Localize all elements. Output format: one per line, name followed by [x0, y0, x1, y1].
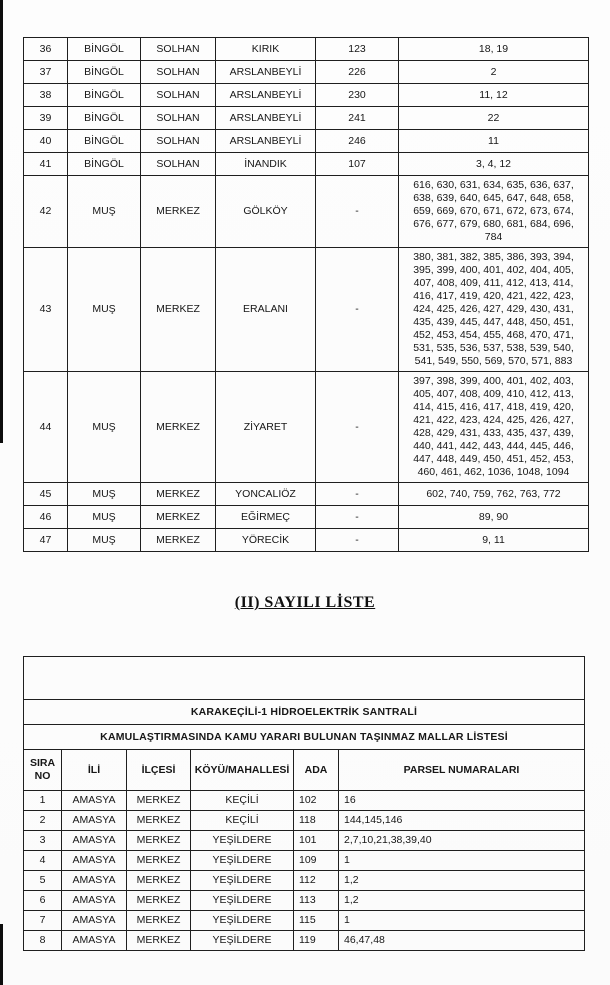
cell-ada: 226 — [316, 61, 399, 84]
cell-ada: 101 — [294, 831, 339, 851]
table-row — [24, 506, 589, 529]
cell-ada: 102 — [294, 791, 339, 811]
cell-parsel: 1 — [339, 911, 585, 931]
cell-parsel: 9, 11 — [399, 529, 589, 552]
section-heading: (II) SAYILI LİSTE — [234, 594, 376, 611]
cell-ilce: SOLHAN — [141, 107, 216, 130]
cell-koy: ARSLANBEYLİ — [216, 84, 316, 107]
cell-il: MUŞ — [68, 248, 141, 372]
cell-il: MUŞ — [68, 483, 141, 506]
cell-koy: YEŞİLDERE — [191, 871, 294, 891]
table-row — [24, 871, 585, 891]
header-ili: İLİ — [62, 750, 127, 791]
cell-ada: - — [316, 506, 399, 529]
cell-koy: İNANDIK — [216, 153, 316, 176]
table-row — [24, 84, 589, 107]
cell-no: 38 — [24, 84, 68, 107]
cell-il: BİNGÖL — [68, 107, 141, 130]
table2-header-row — [24, 750, 585, 791]
table-row — [24, 529, 589, 552]
cell-koy: YONCALIÖZ — [216, 483, 316, 506]
cell-no: 46 — [24, 506, 68, 529]
cell-no: 36 — [24, 38, 68, 61]
cell-koy: KEÇİLİ — [191, 791, 294, 811]
cell-no: 43 — [24, 248, 68, 372]
cell-koy: YEŞİLDERE — [191, 831, 294, 851]
cell-ada: 115 — [294, 911, 339, 931]
cell-no: 8 — [24, 931, 62, 951]
cell-koy: YÖRECİK — [216, 529, 316, 552]
table2-body — [24, 657, 585, 951]
cell-no: 37 — [24, 61, 68, 84]
cell-il: BİNGÖL — [68, 153, 141, 176]
header-sira-no: SIRA NO — [24, 750, 62, 791]
cell-il: BİNGÖL — [68, 130, 141, 153]
scan-edge-artifact-top — [0, 0, 3, 443]
cell-koy: KEÇİLİ — [191, 811, 294, 831]
empty-header-cell — [24, 657, 585, 700]
table-row — [24, 831, 585, 851]
table2-empty-row — [24, 657, 585, 700]
table-row — [24, 248, 589, 372]
table-row — [24, 372, 589, 483]
cell-ilce: SOLHAN — [141, 38, 216, 61]
cell-ada: - — [316, 372, 399, 483]
header-ilcesi: İLÇESİ — [127, 750, 191, 791]
expropriation-table-bingol-mus — [23, 37, 589, 552]
cell-koy: YEŞİLDERE — [191, 911, 294, 931]
cell-ada: 109 — [294, 851, 339, 871]
cell-ada: 107 — [316, 153, 399, 176]
cell-parsel: 144,145,146 — [339, 811, 585, 831]
cell-ilce: MERKEZ — [141, 483, 216, 506]
cell-parsel: 602, 740, 759, 762, 763, 772 — [399, 483, 589, 506]
cell-ilce: MERKEZ — [127, 831, 191, 851]
cell-ada: - — [316, 483, 399, 506]
cell-il: AMASYA — [62, 891, 127, 911]
cell-koy: YEŞİLDERE — [191, 851, 294, 871]
cell-ilce: SOLHAN — [141, 84, 216, 107]
cell-parsel: 616, 630, 631, 634, 635, 636, 637, 638, 639, 640, 645, 647, 648, 658, 659, 669, 670, 671, 672, 673, 674, 676, 677, 679, 680, 681, 684, 696, 784 — [399, 176, 589, 248]
cell-il: MUŞ — [68, 176, 141, 248]
table-row — [24, 153, 589, 176]
cell-koy: ZİYARET — [216, 372, 316, 483]
cell-parsel: 3, 4, 12 — [399, 153, 589, 176]
cell-il: BİNGÖL — [68, 61, 141, 84]
cell-il: BİNGÖL — [68, 84, 141, 107]
cell-ilce: MERKEZ — [141, 529, 216, 552]
cell-ada: 112 — [294, 871, 339, 891]
cell-no: 4 — [24, 851, 62, 871]
cell-ilce: SOLHAN — [141, 130, 216, 153]
cell-ada: 246 — [316, 130, 399, 153]
cell-no: 5 — [24, 871, 62, 891]
table-row — [24, 107, 589, 130]
table-row — [24, 811, 585, 831]
cell-ilce: MERKEZ — [127, 811, 191, 831]
cell-no: 7 — [24, 911, 62, 931]
cell-ilce: MERKEZ — [127, 871, 191, 891]
cell-koy: KIRIK — [216, 38, 316, 61]
cell-parsel: 16 — [339, 791, 585, 811]
cell-ilce: MERKEZ — [141, 506, 216, 529]
cell-il: AMASYA — [62, 811, 127, 831]
table-row — [24, 891, 585, 911]
table2-title-line2: KAMULAŞTIRMASINDA KAMU YARARI BULUNAN TAŞINMAZ MALLAR LİSTESİ — [24, 725, 585, 750]
table-row — [24, 483, 589, 506]
cell-ilce: SOLHAN — [141, 61, 216, 84]
cell-koy: ARSLANBEYLİ — [216, 61, 316, 84]
cell-no: 2 — [24, 811, 62, 831]
cell-koy: ARSLANBEYLİ — [216, 130, 316, 153]
header-parsel-numaralari: PARSEL NUMARALARI — [339, 750, 585, 791]
cell-il: AMASYA — [62, 791, 127, 811]
table2-title-row-1 — [24, 700, 585, 725]
cell-il: MUŞ — [68, 529, 141, 552]
cell-no: 6 — [24, 891, 62, 911]
table-row — [24, 176, 589, 248]
cell-parsel: 2 — [399, 61, 589, 84]
table-row — [24, 851, 585, 871]
cell-ilce: MERKEZ — [127, 931, 191, 951]
cell-ada: 113 — [294, 891, 339, 911]
cell-il: AMASYA — [62, 931, 127, 951]
cell-koy: YEŞİLDERE — [191, 931, 294, 951]
cell-parsel: 89, 90 — [399, 506, 589, 529]
header-koyu-mahallesi: KÖYÜ/MAHALLESİ — [191, 750, 294, 791]
cell-parsel: 22 — [399, 107, 589, 130]
karakecili-expropriation-table — [23, 656, 585, 951]
cell-il: MUŞ — [68, 506, 141, 529]
cell-il: MUŞ — [68, 372, 141, 483]
cell-no: 41 — [24, 153, 68, 176]
cell-koy: ARSLANBEYLİ — [216, 107, 316, 130]
table-row — [24, 931, 585, 951]
cell-parsel: 46,47,48 — [339, 931, 585, 951]
cell-no: 45 — [24, 483, 68, 506]
cell-ada: - — [316, 529, 399, 552]
cell-ilce: MERKEZ — [141, 248, 216, 372]
cell-koy: GÖLKÖY — [216, 176, 316, 248]
header-ada: ADA — [294, 750, 339, 791]
cell-ilce: MERKEZ — [127, 891, 191, 911]
cell-ilce: MERKEZ — [141, 176, 216, 248]
cell-no: 39 — [24, 107, 68, 130]
cell-parsel: 11 — [399, 130, 589, 153]
table-row — [24, 61, 589, 84]
table2-title-line1: KARAKEÇİLİ-1 HİDROELEKTRİK SANTRALİ — [24, 700, 585, 725]
cell-no: 44 — [24, 372, 68, 483]
cell-ada: 123 — [316, 38, 399, 61]
table-row — [24, 911, 585, 931]
cell-ada: - — [316, 248, 399, 372]
cell-ilce: SOLHAN — [141, 153, 216, 176]
cell-ada: 230 — [316, 84, 399, 107]
cell-il: AMASYA — [62, 871, 127, 891]
table-row — [24, 130, 589, 153]
cell-parsel: 380, 381, 382, 385, 386, 393, 394, 395, 399, 400, 401, 402, 404, 405, 407, 408, 409, 411, 412, 413, 414, 416, 417, 419, 420, 421, 422, 423, 424, 425, 426, 427, 429, 430, 431, 435, 439, 445, 447, 448, 450, 451, 452, 453, 454, 455, 468, 470, 471, 531, 535, 536, 537, 538, 539, 540, 541, 549, 550, 569, 570, 571, 883 — [399, 248, 589, 372]
cell-il: AMASYA — [62, 851, 127, 871]
table-row — [24, 38, 589, 61]
cell-koy: YEŞİLDERE — [191, 891, 294, 911]
scan-edge-artifact-bottom — [0, 924, 3, 985]
cell-il: BİNGÖL — [68, 38, 141, 61]
cell-ada: - — [316, 176, 399, 248]
cell-parsel: 1 — [339, 851, 585, 871]
cell-koy: ERALANI — [216, 248, 316, 372]
cell-ilce: MERKEZ — [141, 372, 216, 483]
cell-ilce: MERKEZ — [127, 851, 191, 871]
cell-no: 42 — [24, 176, 68, 248]
table2-title-row-2 — [24, 725, 585, 750]
cell-no: 40 — [24, 130, 68, 153]
cell-parsel: 397, 398, 399, 400, 401, 402, 403, 405, 407, 408, 409, 410, 412, 413, 414, 415, 416, 417, 418, 419, 420, 421, 422, 423, 424, 425, 426, 427, 428, 429, 431, 433, 435, 437, 439, 440, 441, 442, 443, 444, 445, 446, 447, 448, 449, 450, 451, 452, 453, 460, 461, 462, 1036, 1048, 1094 — [399, 372, 589, 483]
table1-body — [24, 38, 589, 552]
cell-il: AMASYA — [62, 911, 127, 931]
cell-ilce: MERKEZ — [127, 791, 191, 811]
cell-ilce: MERKEZ — [127, 911, 191, 931]
cell-parsel: 1,2 — [339, 891, 585, 911]
cell-parsel: 11, 12 — [399, 84, 589, 107]
cell-il: AMASYA — [62, 831, 127, 851]
cell-no: 47 — [24, 529, 68, 552]
cell-no: 3 — [24, 831, 62, 851]
cell-ada: 118 — [294, 811, 339, 831]
cell-parsel: 18, 19 — [399, 38, 589, 61]
cell-koy: EĞİRMEÇ — [216, 506, 316, 529]
cell-ada: 119 — [294, 931, 339, 951]
cell-parsel: 2,7,10,21,38,39,40 — [339, 831, 585, 851]
cell-no: 1 — [24, 791, 62, 811]
table-row — [24, 791, 585, 811]
cell-parsel: 1,2 — [339, 871, 585, 891]
cell-ada: 241 — [316, 107, 399, 130]
